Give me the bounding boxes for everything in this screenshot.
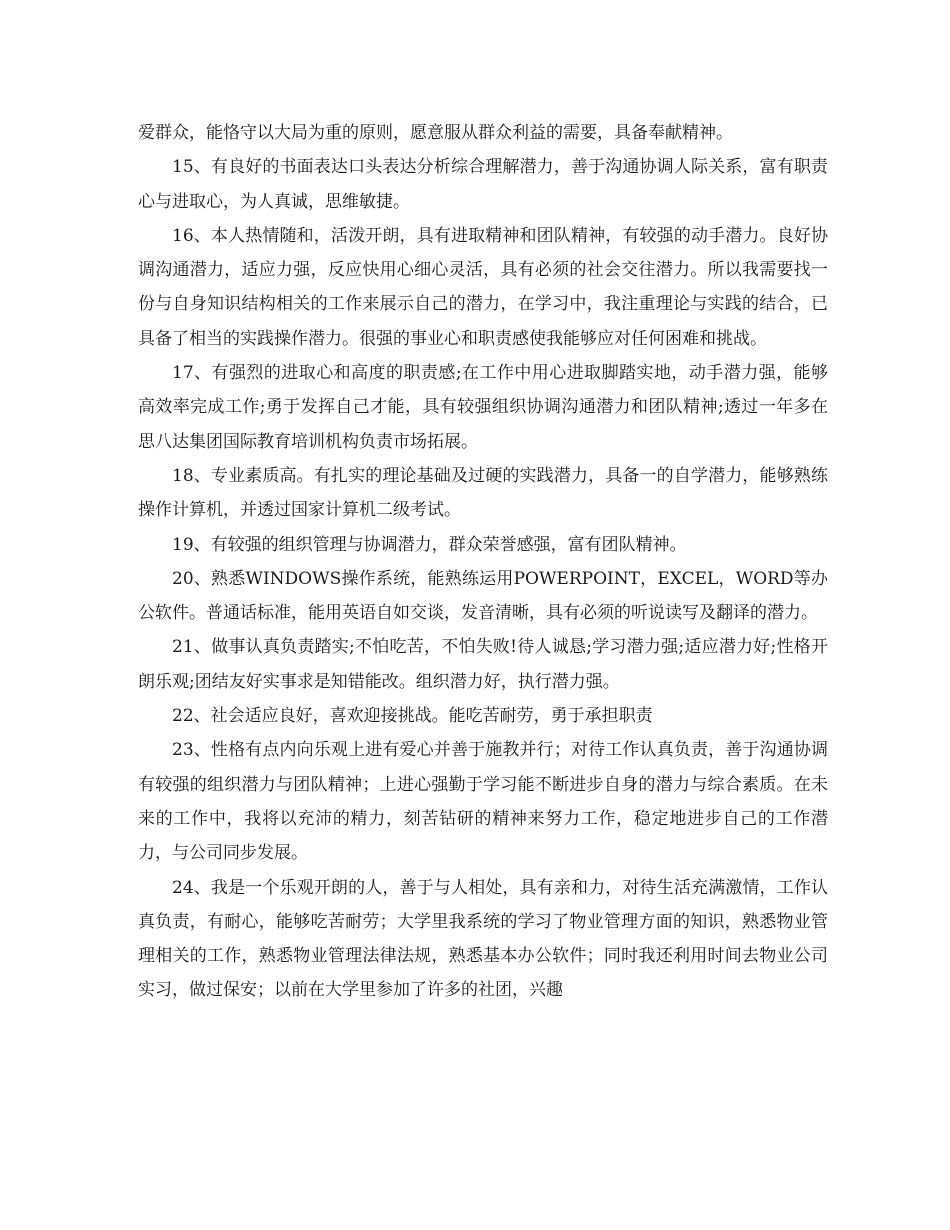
- paragraph-17: 17、有强烈的进取心和高度的职责感;在工作中用心进取脚踏实地，动手潜力强，能够高效率完成工作;勇于发挥自己才能，具有较强组织协调沟通潜力和团队精神;透过一年多在思八达集团国际教育培训机构负责市场拓展。: [138, 363, 828, 452]
- paragraph-21: 21、做事认真负责踏实;不怕吃苦，不怕失败!待人诚恳;学习潜力强;适应潜力好;性格开朗乐观;团结友好实事求是知错能改。组织潜力好，执行潜力强。: [138, 637, 828, 692]
- paragraph-18: 18、专业素质高。有扎实的理论基础及过硬的实践潜力，具备一的自学潜力，能够熟练操作计算机，并透过国家计算机二级考试。: [138, 465, 828, 521]
- paragraph-22: 22、社会适应良好，喜欢迎接挑战。能吃苦耐劳，勇于承担职责: [172, 706, 653, 727]
- document-body: [138, 116, 828, 1008]
- paragraph-20: 20、熟悉WINDOWS操作系统，能熟练运用POWERPOINT，EXCEL，WORD等办公软件。普通话标准，能用英语自如交谈，发音清晰，具有必须的听说读写及翻译的潜力。: [138, 568, 828, 624]
- paragraph-15: 15、有良好的书面表达口头表达分析综合理解潜力，善于沟通协调人际关系，富有职责心与进取心，为人真诚，思维敏捷。: [138, 157, 828, 212]
- paragraph-19: 19、有较强的组织管理与协调潜力，群众荣誉感强，富有团队精神。: [172, 534, 687, 555]
- paragraph-16: 16、本人热情随和，活泼开朗，具有进取精神和团队精神，有较强的动手潜力。良好协调沟通潜力，适应力强，反应快用心细心灵活，具有必须的社会交往潜力。所以我需要找一份与自身知识结构相关的工作来展示自己的潜力，在学习中，我注重理论与实践的结合，已具备了相当的实践操作潜力。很强的事业心和职责感使我能够应对任何困难和挑战。: [138, 225, 828, 349]
- paragraph-24: 24、我是一个乐观开朗的人，善于与人相处，具有亲和力，对待生活充满激情，工作认真负责，有耐心，能够吃苦耐劳；大学里我系统的学习了物业管理方面的知识，熟悉物业管理相关的工作，熟悉物业管理法律法规，熟悉基本办公软件；同时我还利用时间去物业公司实习，做过保安；以前在大学里参加了许多的社团，兴趣: [138, 877, 828, 1001]
- paragraph-0: 爱群众，能恪守以大局为重的原则，愿意服从群众利益的需要，具备奉献精神。: [138, 123, 733, 143]
- paragraph-23: 23、性格有点内向乐观上进有爱心并善于施教并行；对待工作认真负责，善于沟通协调有较强的组织潜力与团队精神；上进心强勤于学习能不断进步自身的潜力与综合素质。在未来的工作中，我将以充沛的精力，刻苦钻研的精神来努力工作，稳定地进步自己的工作潜力，与公司同步发展。: [138, 740, 828, 864]
